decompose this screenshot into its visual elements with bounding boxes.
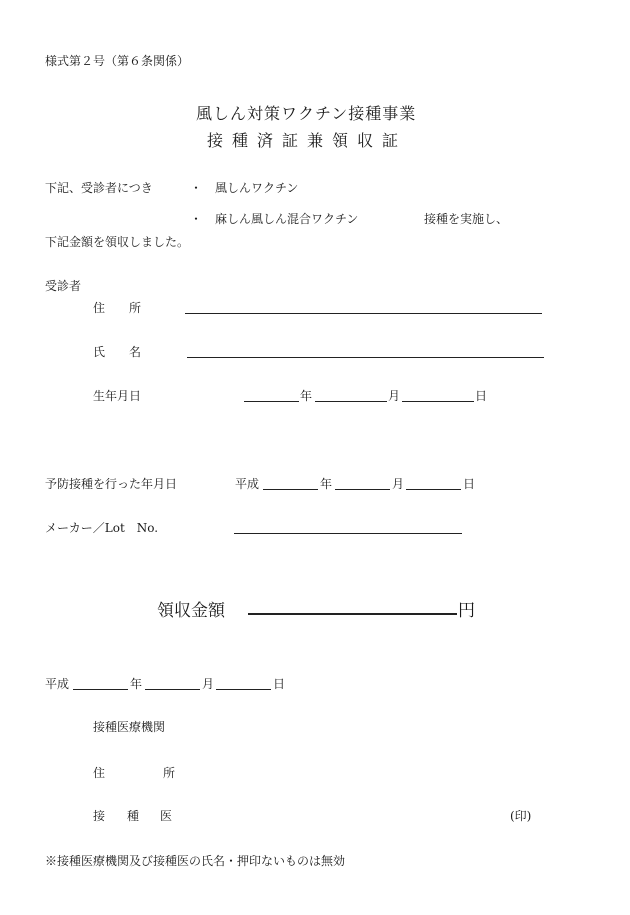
statement-line3: 下記金額を領収しました。 xyxy=(45,235,190,249)
amount-label: 領収金額 xyxy=(157,601,225,621)
statement-prefix: 下記、受診者につき xyxy=(45,181,153,195)
institution-name-label: 接種医療機関 xyxy=(93,720,166,734)
issue-month-unit: 月 xyxy=(202,677,215,691)
footnote: ※接種医療機関及び接種医の氏名・押印ないものは無効 xyxy=(45,854,346,868)
page-subtitle: 接種済証兼領収証 xyxy=(207,131,408,150)
vaccination-year-unit: 年 xyxy=(320,477,333,491)
birth-year-unit: 年 xyxy=(300,389,313,403)
seal-mark: (印) xyxy=(510,809,532,823)
birth-day-field[interactable] xyxy=(402,401,474,402)
page-title: 風しん対策ワクチン接種事業 xyxy=(196,104,417,123)
issue-month-field[interactable] xyxy=(145,689,200,690)
bullet-2: ・ xyxy=(190,212,203,226)
issue-era: 平成 xyxy=(45,677,70,691)
issue-day-field[interactable] xyxy=(216,689,271,690)
address-field[interactable] xyxy=(185,313,542,314)
doctor-label-3: 医 xyxy=(160,809,173,823)
amount-field[interactable] xyxy=(248,613,457,615)
form-number: 様式第２号（第６条関係） xyxy=(45,54,190,68)
vaccination-day-unit: 日 xyxy=(463,477,476,491)
issue-year-unit: 年 xyxy=(130,677,143,691)
vaccination-month-unit: 月 xyxy=(392,477,405,491)
vaccination-day-field[interactable] xyxy=(406,489,461,490)
name-field[interactable] xyxy=(187,357,544,358)
institution-address-label-2: 所 xyxy=(163,766,176,780)
vaccine-option-mr: 麻しん風しん混合ワクチン xyxy=(215,212,359,226)
bullet-1: ・ xyxy=(190,181,203,195)
maker-lot-field[interactable] xyxy=(234,533,462,534)
birth-day-unit: 日 xyxy=(475,389,488,403)
vaccination-date-label: 予防接種を行った年月日 xyxy=(45,477,178,491)
vaccination-era: 平成 xyxy=(235,477,260,491)
amount-unit: 円 xyxy=(458,601,475,621)
doctor-label-2: 種 xyxy=(127,809,140,823)
address-label: 住 所 xyxy=(93,301,142,315)
name-label: 氏 名 xyxy=(93,345,142,359)
patient-heading: 受診者 xyxy=(45,279,82,293)
vaccination-year-field[interactable] xyxy=(263,489,318,490)
maker-lot-label: メーカー／Lot No. xyxy=(45,521,159,535)
birth-month-unit: 月 xyxy=(388,389,401,403)
birth-month-field[interactable] xyxy=(315,401,387,402)
vaccine-option-rubella: 風しんワクチン xyxy=(215,181,299,195)
doctor-label-1: 接 xyxy=(93,809,106,823)
institution-address-label: 住 xyxy=(93,766,106,780)
issue-year-field[interactable] xyxy=(73,689,128,690)
birth-label: 生年月日 xyxy=(93,389,142,403)
vaccination-month-field[interactable] xyxy=(335,489,390,490)
birth-year-field[interactable] xyxy=(244,401,299,402)
issue-day-unit: 日 xyxy=(273,677,286,691)
statement-suffix: 接種を実施し、 xyxy=(424,212,509,226)
